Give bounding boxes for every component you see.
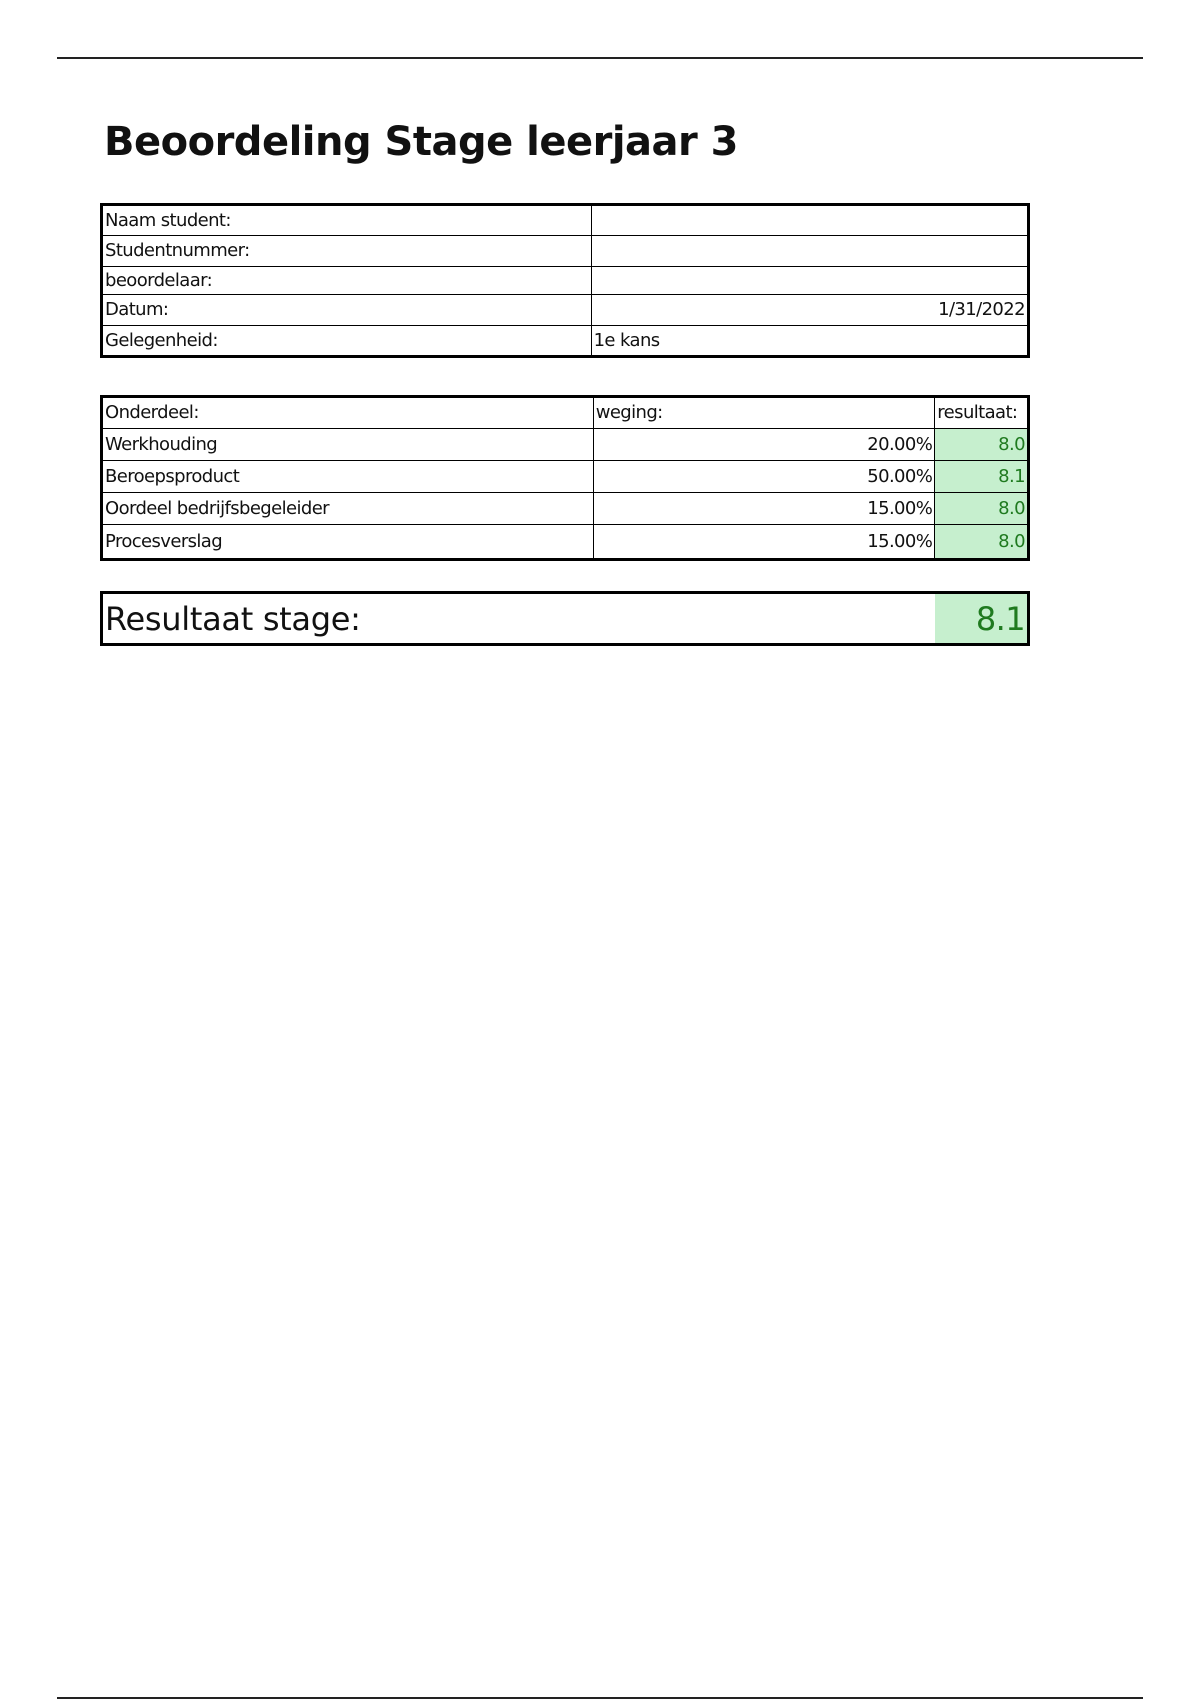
page-bottom-rule	[57, 1697, 1143, 1699]
info-row-date	[102, 295, 1029, 326]
weight-cell[interactable]: 15.00%	[593, 493, 935, 525]
part-cell: Oordeel bedrijfsbegeleider	[102, 493, 594, 525]
student-name-cell[interactable]	[591, 205, 1028, 236]
column-header-weight: weging:	[593, 397, 935, 429]
info-row-occasion	[102, 326, 1029, 357]
page-title: Beoordeling Stage leerjaar 3	[104, 119, 739, 165]
table-row	[102, 429, 1029, 461]
page-top-rule	[57, 57, 1143, 59]
result-cell[interactable]: 8.0	[935, 493, 1029, 525]
final-result-label: Resultaat stage:	[102, 593, 935, 645]
result-cell[interactable]: 8.1	[935, 461, 1029, 493]
student-info-table	[100, 203, 1030, 358]
info-label: Gelegenheid:	[102, 326, 592, 357]
info-label: Studentnummer:	[102, 236, 592, 267]
weight-cell[interactable]: 15.00%	[593, 525, 935, 560]
weight-cell[interactable]: 50.00%	[593, 461, 935, 493]
result-cell[interactable]: 8.0	[935, 429, 1029, 461]
result-cell[interactable]: 8.0	[935, 525, 1029, 560]
grades-header-row	[102, 397, 1029, 429]
info-label: Datum:	[102, 295, 592, 326]
info-row-assessor	[102, 267, 1029, 295]
info-row-name	[102, 205, 1029, 236]
part-cell: Procesverslag	[102, 525, 594, 560]
final-result-row	[102, 593, 1029, 645]
column-header-result: resultaat:	[935, 397, 1029, 429]
table-row	[102, 461, 1029, 493]
info-row-student-number	[102, 236, 1029, 267]
info-label: beoordelaar:	[102, 267, 592, 295]
student-number-cell[interactable]	[591, 236, 1028, 267]
table-row	[102, 493, 1029, 525]
column-header-part: Onderdeel:	[102, 397, 594, 429]
final-result-table	[100, 591, 1030, 646]
part-cell: Beroepsproduct	[102, 461, 594, 493]
assessor-cell[interactable]	[591, 267, 1028, 295]
table-row	[102, 525, 1029, 560]
final-result-value: 8.1	[935, 593, 1029, 645]
occasion-cell[interactable]: 1e kans	[591, 326, 1028, 357]
info-label: Naam student:	[102, 205, 592, 236]
date-cell[interactable]: 1/31/2022	[591, 295, 1028, 326]
part-cell: Werkhouding	[102, 429, 594, 461]
weight-cell[interactable]: 20.00%	[593, 429, 935, 461]
grades-table	[100, 395, 1030, 561]
